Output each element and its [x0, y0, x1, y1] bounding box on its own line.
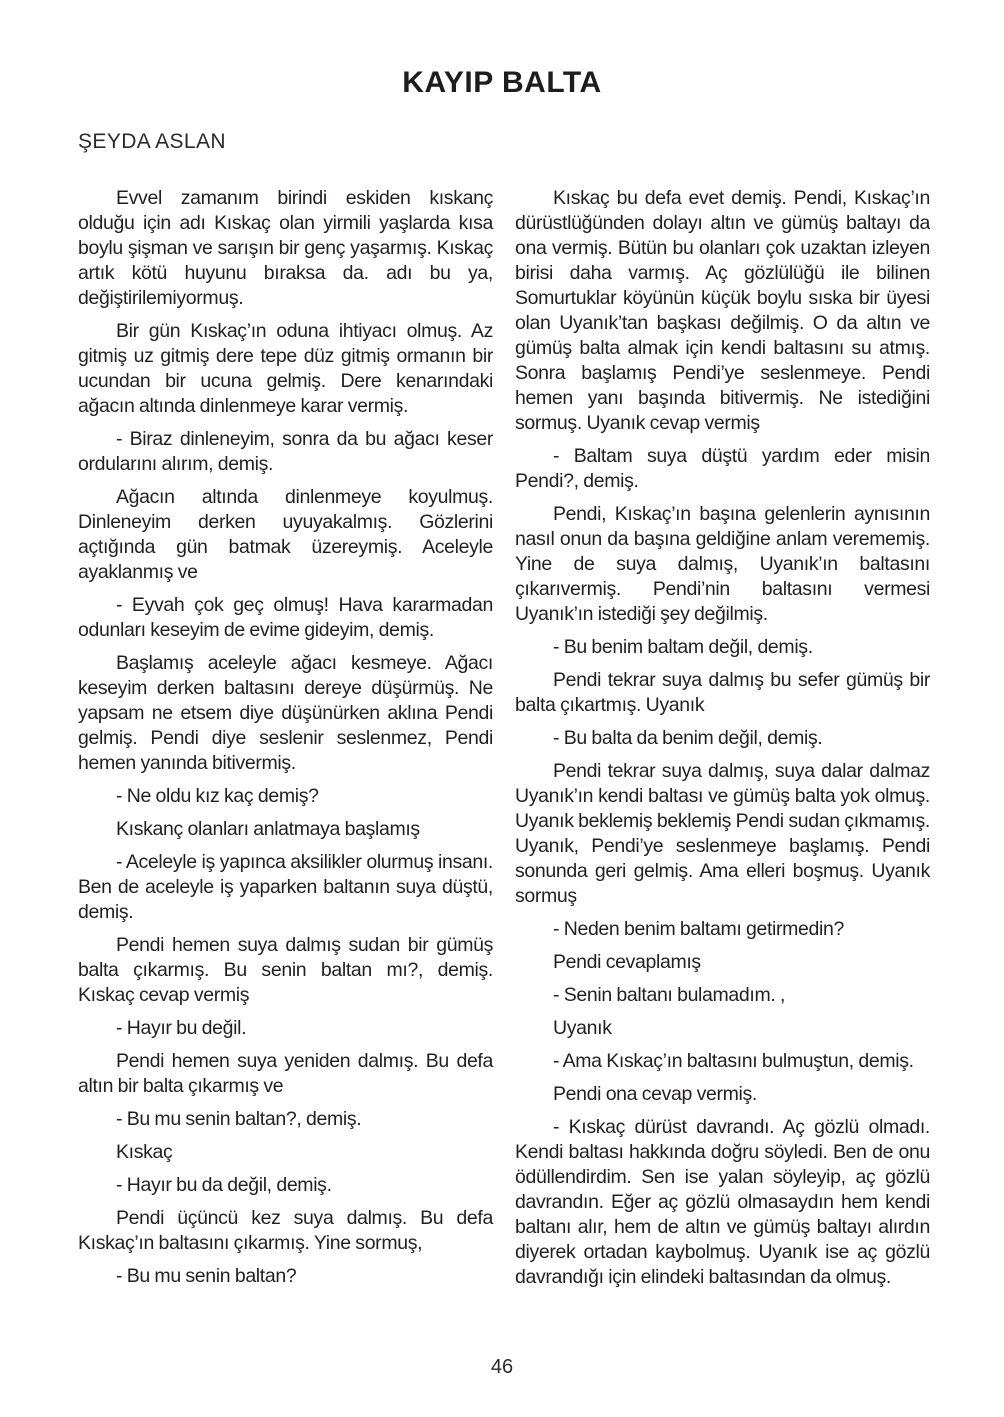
paragraph: Pendi tekrar suya dalmış bu sefer gümüş bir balta çıkartmış. Uyanık: [515, 669, 930, 716]
paragraph: Başlamış aceleyle ağacı kesmeye. Ağacı keseyim derken baltasını dereye düşürmüş. Ne yapsam ne etsem diye düşünürken aklına Pendi gelmiş. Pendi diye seslenir seslenmez, Pendi hemen yanında bitivermiş.: [78, 652, 493, 774]
paragraph: Bir gün Kıskaç’ın oduna ihtiyacı olmuş. Az gitmiş uz gitmiş dere tepe düz gitmiş ormanın bir ucundan bir ucuna gelmiş. Dere kenarındaki ağacın altında dinlenmeye karar vermiş.: [78, 320, 493, 417]
paragraph: Pendi cevaplamış: [553, 951, 701, 973]
page-number: 46: [490, 1356, 514, 1378]
left-column: [78, 186, 493, 1350]
paragraph: - Aceleyle iş yapınca aksilikler olurmuş insanı. Ben de aceleyle iş yaparken baltanın suya düştü, demiş.: [78, 851, 493, 923]
paragraph: Pendi tekrar suya dalmış, suya dalar dalmaz Uyanık’ın kendi baltası ve gümüş balta yok olmuş. Uyanık beklemiş beklemiş Pendi sudan çıkmamış. Uyanık, Pendi’ye seslenmeye başlamış. Pendi sonunda geri gelmiş. Ama elleri boşmuş. Uyanık sormuş: [515, 760, 930, 907]
paragraph: Kıskaç bu defa evet demiş. Pendi, Kıskaç’ın dürüstlüğünden dolayı altın ve gümüş baltayı da ona vermiş. Bütün bu olanları çok uzaktan izleyen birisi daha varmış. Aç gözlülüğü ile bilinen Somurtuklar köyünün küçük boylu sıska bir üyesi olan Uyanık’tan başkası değilmiş. O da altın ve gümüş balta almak için kendi baltasını su atmış. Sonra başlamış Pendi’ye seslenmeye. Pendi hemen yanı başında bitivermiş. Ne istediğini sormuş. Uyanık cevap vermiş: [515, 187, 930, 434]
paragraph: Kıskanç olanları anlatmaya başlamış: [116, 818, 420, 840]
paragraph: Evvel zamanım birindi eskiden kıskanç olduğu için adı Kıskaç olan yirmili yaşlarda kısa boylu şişman ve sarışın bir genç yaşarmış. Kıskaç artık kötü huyunu bıraksa da. adı bu ya, değiştirilemiyormuş.: [78, 187, 493, 309]
paragraph: Uyanık: [553, 1017, 612, 1039]
paragraph: - Bu balta da benim değil, demiş.: [553, 727, 823, 749]
paragraph: - Baltam suya düştü yardım eder misin Pendi?, demiş.: [515, 445, 930, 492]
author-name: ŞEYDA ASLAN: [78, 130, 226, 153]
paragraph: Kıskaç: [116, 1141, 173, 1163]
paragraph: - Bu mu senin baltan?: [116, 1265, 297, 1287]
paragraph: - Ne oldu kız kaç demiş?: [116, 785, 319, 807]
paragraph: - Bu benim baltam değil, demiş.: [553, 636, 813, 658]
text-columns: [78, 186, 930, 1350]
page-title: KAYIP BALTA: [402, 66, 602, 99]
paragraph: Pendi hemen suya yeniden dalmış. Bu defa altın bir balta çıkarmış ve: [78, 1050, 493, 1097]
paragraph: - Ama Kıskaç’ın baltasını bulmuştun, demiş.: [553, 1050, 914, 1072]
paragraph: - Senin baltanı bulamadım. ,: [553, 984, 786, 1006]
paragraph: - Neden benim baltamı getirmedin?: [553, 918, 845, 940]
paragraph: Pendi, Kıskaç’ın başına gelenlerin aynısının nasıl onun da başına geldiğine anlam verememiş. Yine de suya dalmış, Uyanık’ın baltasını çıkarıvermiş. Pendi’nin baltasını vermesi Uyanık’ın istediği şey değilmiş.: [515, 503, 930, 625]
paragraph: - Hayır bu da değil, demiş.: [116, 1174, 332, 1196]
paragraph: - Eyvah çok geç olmuş! Hava kararmadan odunları keseyim de evime gideyim, demiş.: [78, 594, 493, 641]
paragraph: - Biraz dinleneyim, sonra da bu ağacı keser ordularını alırım, demiş.: [78, 428, 493, 475]
paragraph: - Bu mu senin baltan?, demiş.: [116, 1108, 362, 1130]
paragraph: - Hayır bu değil.: [116, 1017, 247, 1039]
paragraph: Ağacın altında dinlenmeye koyulmuş. Dinleneyim derken uyuyakalmış. Gözlerini açtığında gün batmak üzereymiş. Aceleyle ayaklanmış ve: [78, 486, 493, 583]
paragraph: Pendi üçüncü kez suya dalmış. Bu defa Kıskaç’ın baltasını çıkarmış. Yine sormuş,: [78, 1207, 493, 1254]
paragraph: - Kıskaç dürüst davrandı. Aç gözlü olmadı. Kendi baltası hakkında doğru söyledi. Ben de onu ödüllendirdim. Sen ise yalan söyleyip, aç gözlü davrandın. Eğer aç gözlü olmasaydın hem kendi baltanı alır, hem de altın ve gümüş baltayı alırdın diyerek ortadan kaybolmuş. Uyanık ise aç gözlü davrandığı için elindeki baltasından da olmuş.: [515, 1116, 930, 1288]
paragraph: Pendi hemen suya dalmış sudan bir gümüş balta çıkarmış. Bu senin baltan mı?, demiş. Kıskaç cevap vermiş: [78, 934, 493, 1006]
paragraph: Pendi ona cevap vermiş.: [553, 1083, 757, 1105]
right-column: [515, 186, 930, 1350]
